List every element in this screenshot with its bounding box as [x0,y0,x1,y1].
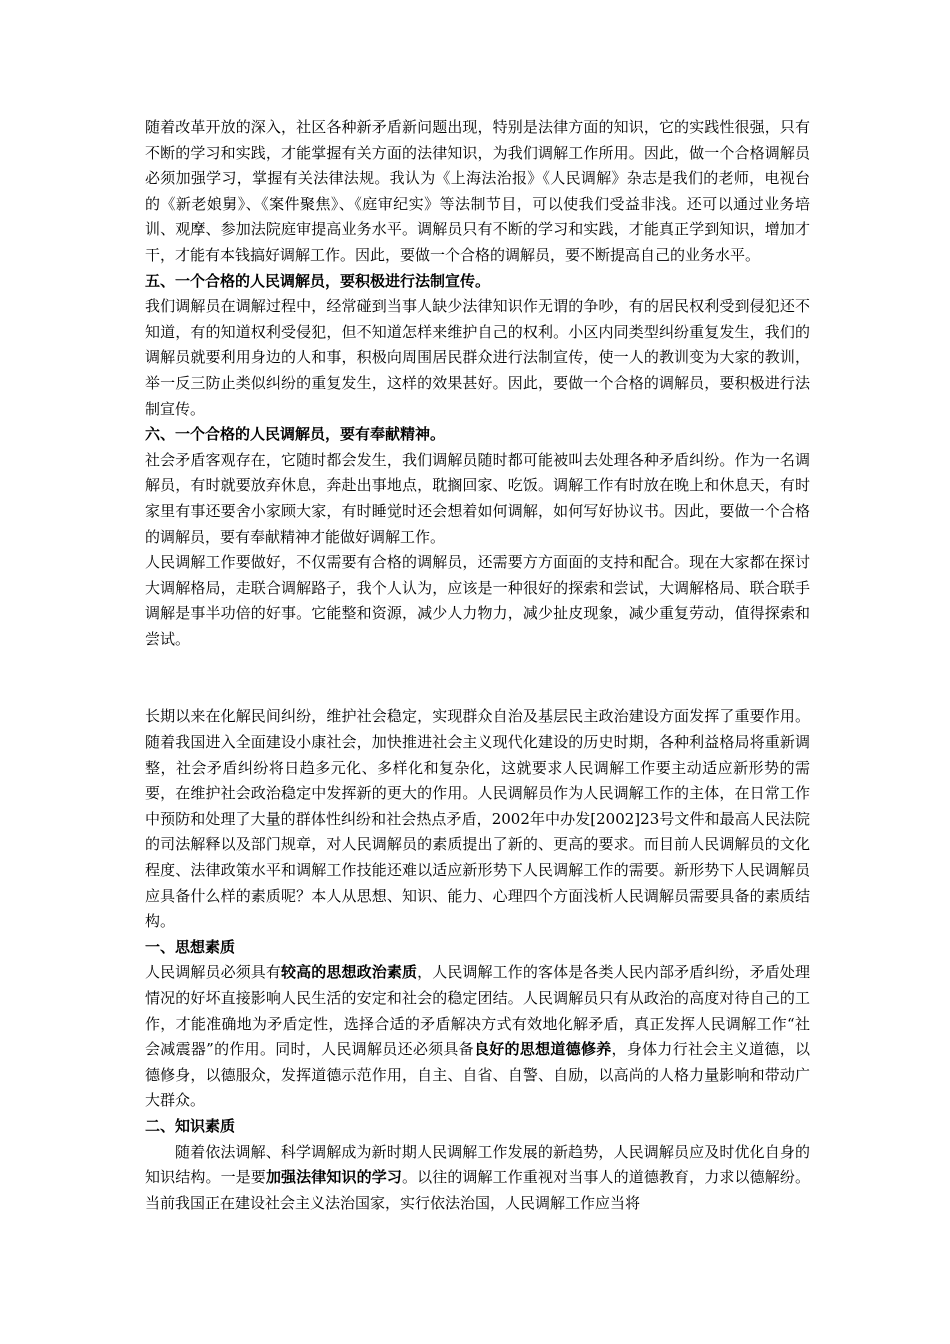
text-run: 人民调解员必须具有 [145,963,282,982]
paragraph-propaganda: 我们调解员在调解过程中，经常碰到当事人缺少法律知识作无谓的争吵，有的居民权利受到侵犯还不知道，有的知道权利受侵犯，但不知道怎样来维护自己的权利。小区内同类型纠纷重复发生，我们的调解员就要利用身边的人和事，积极向周围居民群众进行法制宣传，使一人的教训变为大家的教训，举一反三防止类似纠纷的重复发生，这样的效果甚好。因此，要做一个合格的调解员，要积极进行法制宣传。 [145,297,810,418]
bold-text: 加强法律知识的学习 [265,1168,402,1187]
text-run: 随着依法调解、科学调解成为新时期人民调解工作发展的新趋势，人民调解员应及时优化自身的知识结构。一是要 [145,1142,810,1187]
paragraph-ideology [145,960,810,1114]
heading-six: 六、一个合格的人民调解员，要有奉献精神。 [145,425,446,444]
section-gap [145,652,810,704]
paragraph-conclusion: 人民调解工作要做好，不仅需要有合格的调解员，还需要方方面面的支持和配合。现在大家都在探讨大调解格局，走联合调解路子，我个人认为，应该是一种很好的探索和尝试，大调解格局、联合联手调解是事半功倍的好事。它能整和资源，减少人力物力，减少扯皮现象，减少重复劳动，值得探索和尝试。 [145,553,810,648]
heading-ideology: 一、思想素质 [145,937,236,956]
paragraph-intro: 长期以来在化解民间纠纷，维护社会稳定，实现群众自治及基层民主政治建设方面发挥了重要作用。随着我国进入全面建设小康社会，加快推进社会主义现代化建设的历史时期，各种利益格局将重新调整，社会矛盾纠纷将日趋多元化、多样化和复杂化，这就要求人民调解工作要主动适应新形势的需要，在维护社会政治稳定中发挥新的更大的作用。人民调解员作为人民调解工作的主体，在日常工作中预防和处理了大量的群体性纠纷和社会热点矛盾，2002年中办发[2002]23号文件和最高人民法院的司法解释以及部门规章，对人民调解员的素质提出了新的、更高的要求。而目前人民调解员的文化程度、法律政策水平和调解工作技能还难以适应新形势下人民调解工作的需要。新形势下人民调解员应具备什么样的素质呢？本人从思想、知识、能力、心理四个方面浅析人民调解员需要具备的素质结构。 [145,707,810,931]
bold-text: 良好的思想道德修养 [473,1040,612,1059]
paragraph-dedication: 社会矛盾客观存在，它随时都会发生，我们调解员随时都可能被叫去处理各种矛盾纠纷。作为一名调解员，有时就要放弃休息，奔赴出事地点，耽搁回家、吃饭。调解工作有时放在晚上和休息天，有时家里有事还要舍小家顾大家，有时睡觉时还会想着如何调解，如何写好协议书。因此，要做一个合格的调解员，要有奉献精神才能做好调解工作。 [145,450,810,546]
text-run: ，身体力行社会主义道德，以德修身，以德服众，发挥道德示范作用，自主、自省、自警、自励，以高尚的人格力量影响和带动广大群众。 [145,1040,810,1110]
text-run: ，人民调解工作的客体是各类人民内部矛盾纠纷，矛盾处理情况的好坏直接影响人民生活的安定和社会的稳定团结。人民调解员只有从政治的高度对待自己的工作，才能准确地为矛盾定性，选择合适的矛盾解决方式有效地化解矛盾，真正发挥人民调解工作“社会减震器”的作用。同时，人民调解员还必须具备 [145,963,810,1059]
heading-knowledge: 二、知识素质 [145,1116,236,1135]
bold-text: 较高的思想政治素质 [281,963,418,982]
paragraph-knowledge [145,1140,810,1217]
text-run: 。以往的调解工作重视对当事人的道德教育，力求以德解纷。当前我国正在建设社会主义法治国家，实行依法治国，人民调解工作应当将 [145,1168,810,1212]
paragraph-study: 随着改革开放的深入，社区各种新矛盾新问题出现，特别是法律方面的知识，它的实践性很强，只有不断的学习和实践，才能掌握有关方面的法律知识，为我们调解工作所用。因此，做一个合格调解员必须加强学习，掌握有关法律法规。我认为《上海法治报》《人民调解》杂志是我们的老师，电视台的《新老娘舅》、《案件聚焦》、《庭审纪实》等法制节目，可以使我们受益非浅。还可以通过业务培训、观摩、参加法院庭审提高业务水平。调解员只有不断的学习和实践，才能真正学到知识，增加才干，才能有本钱搞好调解工作。因此，要做一个合格的调解员，要不断提高自己的业务水平。 [145,118,810,264]
heading-five: 五、一个合格的人民调解员，要积极进行法制宣传。 [145,271,491,290]
